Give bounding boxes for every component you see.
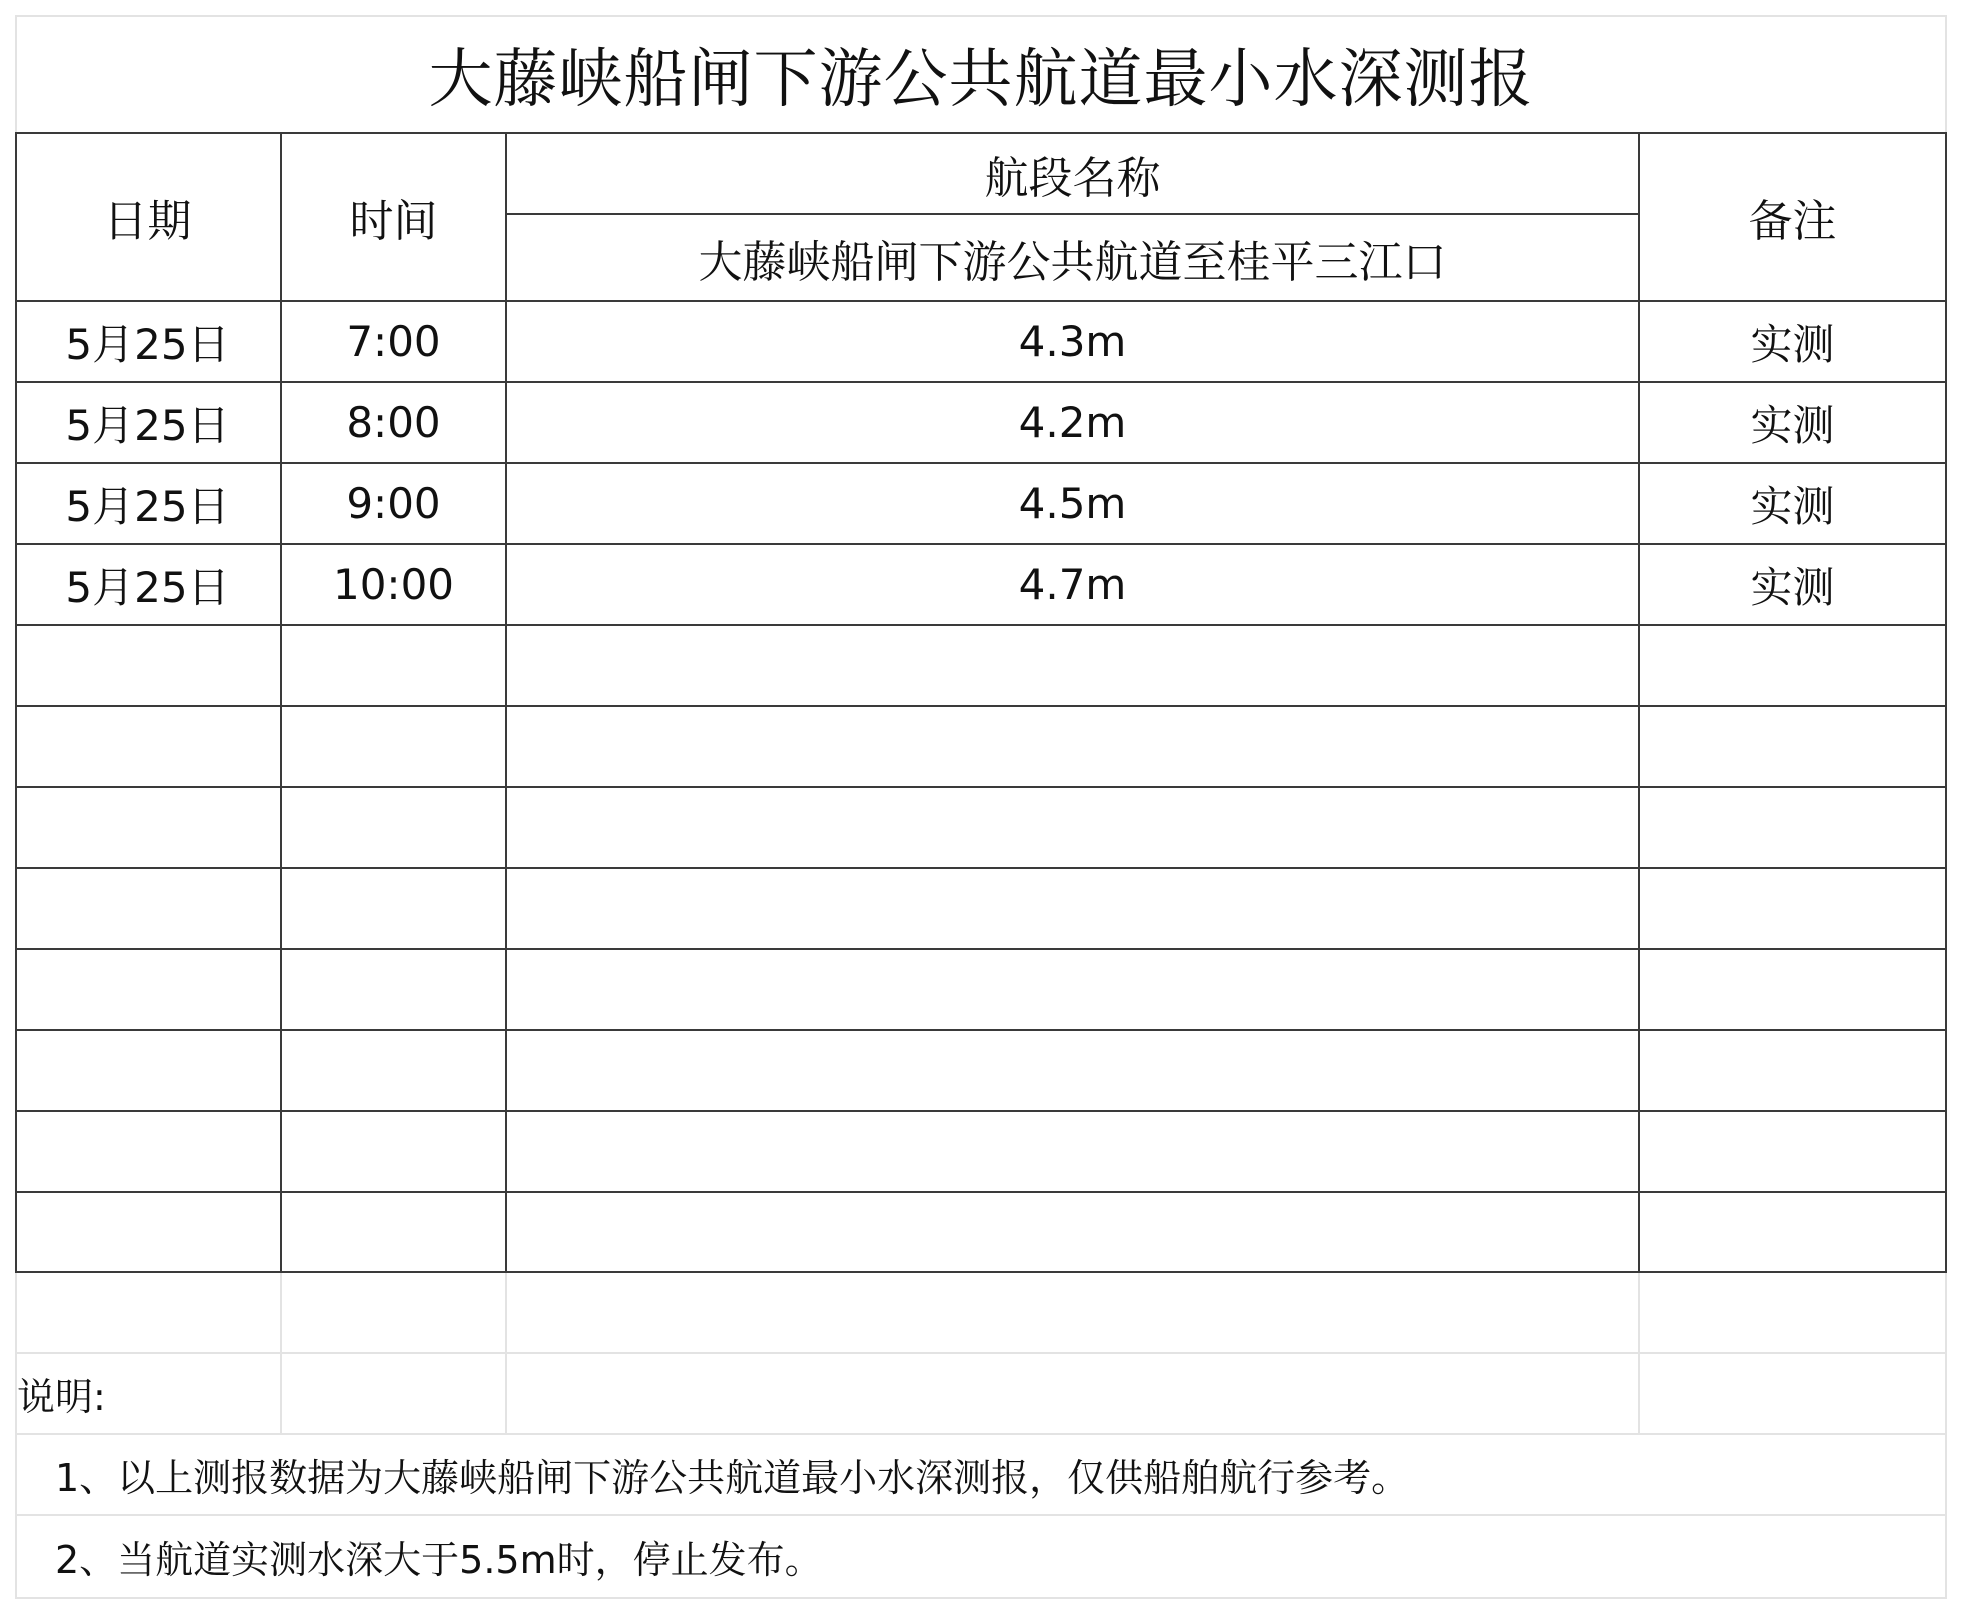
header-time: 时间 bbox=[349, 196, 438, 247]
table-border bbox=[15, 786, 1947, 788]
table-border bbox=[15, 1271, 1947, 1273]
grid-line bbox=[1638, 1271, 1640, 1434]
header-segment-group: 航段名称 bbox=[984, 152, 1161, 204]
note-item-1: 1、以上测报数据为大藤峡船闸下游公共航道最小水深测报，仅供船舶航行参考。 bbox=[55, 1456, 1410, 1500]
page-title: 大藤峡船闸下游公共航道最小水深测报 bbox=[428, 42, 1534, 117]
table-border bbox=[15, 1029, 1947, 1031]
grid-line bbox=[15, 1352, 1947, 1354]
row-4-time: 10:00 bbox=[332, 560, 455, 609]
row-1-date: 5月25日 bbox=[65, 319, 230, 369]
table-border bbox=[15, 705, 1947, 707]
row-1-depth: 4.3m bbox=[1018, 317, 1127, 366]
row-2-remark: 实测 bbox=[1750, 400, 1835, 450]
row-2-time: 8:00 bbox=[346, 398, 441, 447]
table-border bbox=[15, 1110, 1947, 1112]
row-3-time: 9:00 bbox=[346, 479, 441, 528]
table-border bbox=[15, 948, 1947, 950]
row-2-depth: 4.2m bbox=[1018, 398, 1127, 447]
row-3-depth: 4.5m bbox=[1018, 479, 1127, 528]
grid-line bbox=[15, 1597, 1947, 1599]
header-date: 日期 bbox=[103, 196, 192, 247]
row-4-date: 5月25日 bbox=[65, 562, 230, 612]
row-2-date: 5月25日 bbox=[65, 400, 230, 450]
table-border bbox=[15, 1191, 1947, 1193]
grid-line bbox=[280, 1271, 282, 1434]
header-remark: 备注 bbox=[1748, 196, 1837, 247]
table-border bbox=[15, 624, 1947, 626]
notes-label: 说明: bbox=[17, 1375, 106, 1419]
grid-line bbox=[505, 1271, 507, 1434]
row-3-remark: 实测 bbox=[1750, 481, 1835, 531]
row-1-remark: 实测 bbox=[1750, 319, 1835, 369]
row-4-depth: 4.7m bbox=[1018, 560, 1127, 609]
report-sheet bbox=[15, 15, 1947, 1599]
row-4-remark: 实测 bbox=[1750, 562, 1835, 612]
header-segment-name: 大藤峡船闸下游公共航道至桂平三江口 bbox=[698, 236, 1447, 288]
row-3-date: 5月25日 bbox=[65, 481, 230, 531]
table-border bbox=[1945, 132, 1947, 1273]
table-border bbox=[15, 867, 1947, 869]
row-1-time: 7:00 bbox=[346, 317, 441, 366]
note-item-2: 2、当航道实测水深大于5.5m时，停止发布。 bbox=[55, 1538, 823, 1582]
